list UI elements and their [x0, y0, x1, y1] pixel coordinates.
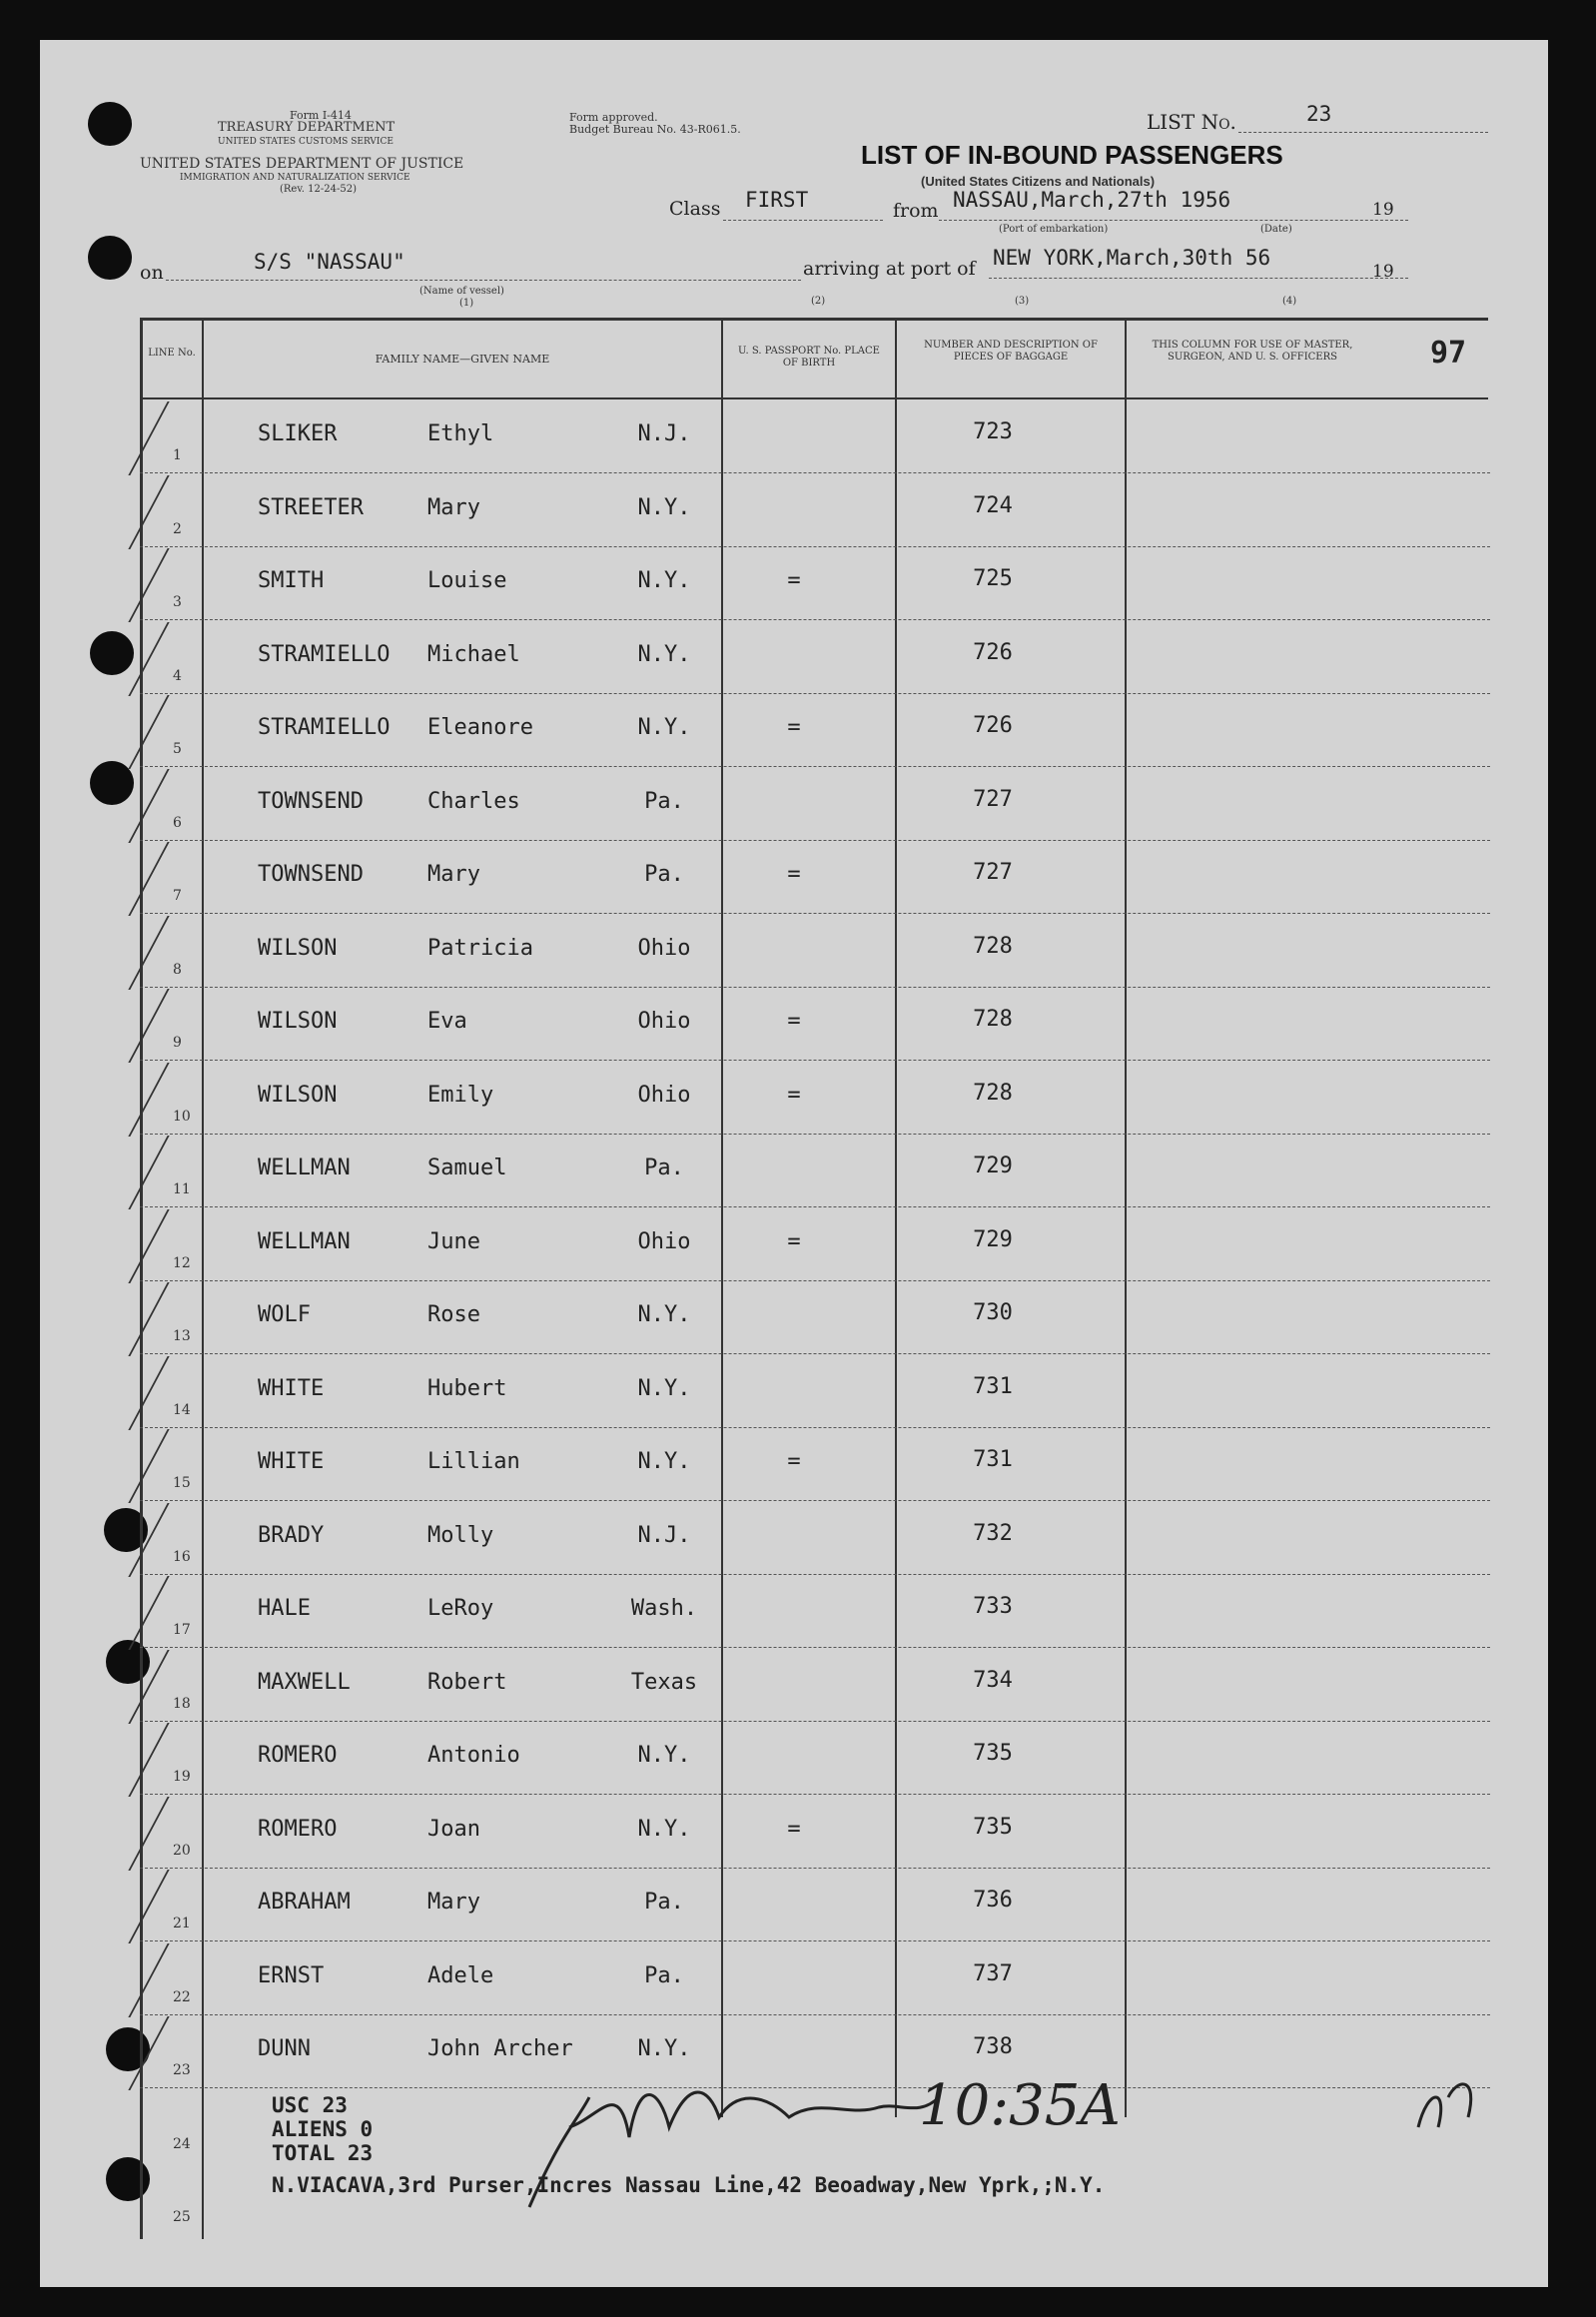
col-header-master: THIS COLUMN FOR USE OF MASTER, SURGEON, AND U. S. OFFICERS	[1152, 340, 1353, 363]
check-tick-mark	[128, 1429, 231, 1503]
given-name: Robert	[427, 1669, 507, 1695]
check-tick-mark	[128, 1797, 231, 1871]
master-column-number: 737	[973, 1960, 1013, 1986]
master-column-number: 724	[973, 492, 1013, 518]
table-row	[140, 399, 1490, 473]
baggage: =	[787, 1009, 801, 1034]
master-column-number: 735	[973, 1814, 1013, 1840]
table-row	[140, 1868, 1490, 1941]
place-of-birth: N.Y.	[637, 1302, 691, 1327]
customs-service: UNITED STATES CUSTOMS SERVICE	[218, 137, 394, 147]
place-of-birth: N.Y.	[637, 1816, 691, 1842]
line-number: 5	[173, 741, 182, 757]
place-of-birth: Ohio	[637, 1082, 691, 1108]
rule	[166, 280, 801, 281]
purser-signature-line: N.VIACAVA,3rd Purser,Incres Nassau Line,42 Beoadway,New Yprk,;N.Y.	[272, 2173, 1106, 2197]
master-column-number: 725	[973, 566, 1013, 591]
table-row	[140, 1280, 1490, 1354]
line-number: 6	[173, 814, 182, 831]
aliens-count: ALIENS 0	[272, 2117, 374, 2141]
total-count: TOTAL 23	[272, 2141, 374, 2165]
table-row	[140, 1501, 1490, 1575]
given-name: LeRoy	[427, 1596, 494, 1621]
place-of-birth: N.Y.	[637, 1449, 691, 1474]
family-name: ROMERO	[258, 1743, 338, 1768]
given-name: Ethyl	[427, 421, 494, 446]
class-label: Class	[669, 198, 721, 220]
column-number: (3)	[1015, 296, 1030, 307]
master-column-number: 731	[973, 1373, 1013, 1399]
check-tick-mark	[128, 1209, 231, 1283]
justice-dept: UNITED STATES DEPARTMENT OF JUSTICE	[140, 156, 464, 172]
baggage: =	[787, 568, 801, 593]
given-name: Louise	[427, 568, 507, 593]
manifest-page	[40, 40, 1548, 2287]
column-number: (1)	[459, 298, 474, 309]
given-name: Molly	[427, 1522, 494, 1548]
given-name: Eva	[427, 1009, 467, 1034]
table-row	[140, 1061, 1490, 1135]
place-of-birth: Ohio	[637, 935, 691, 961]
master-column-number: 736	[973, 1888, 1013, 1913]
check-tick-mark	[128, 1063, 231, 1137]
given-name: Lillian	[427, 1449, 520, 1474]
place-of-birth: N.Y.	[637, 568, 691, 593]
check-tick-mark	[128, 1576, 231, 1650]
check-tick-mark	[128, 989, 231, 1063]
given-name: Hubert	[427, 1375, 507, 1401]
master-column-number: 733	[973, 1594, 1013, 1619]
family-name: HALE	[258, 1596, 311, 1621]
table-row	[140, 473, 1490, 547]
list-no-value: 23	[1306, 102, 1332, 126]
table-row	[140, 1941, 1490, 2015]
line-number: 18	[173, 1695, 191, 1712]
line-number: 15	[173, 1475, 191, 1491]
year-suffix: 19	[1372, 200, 1394, 220]
vessel-name: S/S "NASSAU"	[254, 250, 405, 274]
usc-count: USC 23	[272, 2093, 348, 2117]
line-number: 2	[173, 520, 182, 537]
line-number: 13	[173, 1328, 191, 1344]
line-number: 9	[173, 1035, 182, 1051]
line-number: 24	[173, 2135, 191, 2152]
table-row	[140, 1795, 1490, 1869]
table-top-border	[140, 318, 1488, 321]
master-column-number: 729	[973, 1226, 1013, 1252]
date-caption: (Date)	[1260, 224, 1292, 235]
given-name: Rose	[427, 1302, 480, 1327]
master-column-number: 727	[973, 860, 1013, 885]
col-header-line-no: LINE No.	[148, 348, 196, 359]
family-name: SLIKER	[258, 421, 338, 446]
place-of-birth: Pa.	[644, 1156, 684, 1180]
family-name: WILSON	[258, 1009, 338, 1034]
table-row	[140, 693, 1490, 767]
budget-bureau: Budget Bureau No. 43-R061.5.	[569, 123, 741, 136]
check-tick-mark	[128, 916, 231, 990]
given-name: Charles	[427, 788, 520, 814]
family-name: SMITH	[258, 568, 325, 593]
baggage: =	[787, 1082, 801, 1108]
family-name: TOWNSEND	[258, 862, 364, 887]
place-of-birth: Texas	[630, 1669, 698, 1695]
corner-mark	[1398, 2067, 1498, 2147]
master-column-number: 723	[973, 419, 1013, 444]
check-tick-mark	[128, 548, 231, 622]
family-name: MAXWELL	[258, 1669, 351, 1695]
table-row	[140, 546, 1490, 620]
line-number: 12	[173, 1254, 191, 1271]
check-tick-mark	[128, 1943, 231, 2017]
family-name: ERNST	[258, 1962, 325, 1988]
table-row	[140, 987, 1490, 1061]
place-of-birth: Wash.	[630, 1596, 698, 1621]
port-caption: (Port of embarkation)	[999, 224, 1109, 235]
place-of-birth: N.J.	[637, 1522, 691, 1548]
baggage: =	[787, 1816, 801, 1842]
place-of-birth: N.Y.	[637, 641, 691, 667]
class-value: FIRST	[745, 188, 809, 212]
place-of-birth: N.J.	[637, 421, 691, 446]
family-name: STRAMIELLO	[258, 715, 391, 740]
from-label: from	[893, 200, 939, 222]
given-name: Patricia	[427, 935, 533, 961]
family-name: WOLF	[258, 1302, 311, 1327]
arriving-value: NEW YORK,March,30th 56	[993, 246, 1271, 270]
check-tick-mark	[128, 1503, 231, 1577]
family-name: WELLMAN	[258, 1156, 351, 1180]
place-of-birth: N.Y.	[637, 1743, 691, 1768]
form-approved: Form approved.	[569, 111, 658, 124]
table-row	[140, 1207, 1490, 1281]
line-number: 1	[173, 447, 182, 463]
punch-hole	[90, 631, 134, 675]
family-name: DUNN	[258, 2036, 311, 2061]
family-name: STREETER	[258, 494, 364, 520]
check-tick-mark	[128, 1282, 231, 1356]
master-column-number: 726	[973, 713, 1013, 738]
line-number: 4	[173, 667, 182, 684]
table-row	[140, 1721, 1490, 1795]
check-tick-mark	[128, 622, 231, 696]
family-name: WHITE	[258, 1449, 325, 1474]
family-name: TOWNSEND	[258, 788, 364, 814]
line-number: 20	[173, 1842, 191, 1859]
list-no-label: LIST No.	[1147, 110, 1236, 134]
place-of-birth: N.Y.	[637, 2036, 691, 2061]
family-name: WHITE	[258, 1375, 325, 1401]
column-number: (2)	[811, 296, 826, 307]
master-column-number: 738	[973, 2034, 1013, 2059]
given-name: Antonio	[427, 1743, 520, 1768]
table-row	[140, 1427, 1490, 1501]
place-of-birth: N.Y.	[637, 494, 691, 520]
table-row	[140, 1134, 1490, 1207]
column-number: (4)	[1282, 296, 1297, 307]
line-number: 21	[173, 1916, 191, 1931]
place-of-birth: Ohio	[637, 1228, 691, 1254]
immigration-service: IMMIGRATION AND NATURALIZATION SERVICE	[180, 173, 410, 183]
vessel-caption: (Name of vessel)	[419, 286, 504, 297]
page-title: LIST OF IN-BOUND PASSENGERS	[861, 140, 1283, 170]
treasury-dept: TREASURY DEPARTMENT	[218, 120, 396, 135]
line-number: 17	[173, 1622, 191, 1638]
check-tick-mark	[128, 475, 231, 549]
family-name: WELLMAN	[258, 1228, 351, 1254]
line-number: 7	[173, 888, 182, 904]
punch-hole	[88, 102, 132, 146]
from-value: NASSAU,March,27th 1956	[953, 188, 1231, 212]
table-row	[140, 1574, 1490, 1648]
check-tick-mark	[128, 1136, 231, 1209]
table-row	[140, 840, 1490, 914]
handwritten-time: 10:35A	[919, 2073, 1121, 2138]
check-tick-mark	[128, 1356, 231, 1430]
year-suffix: 19	[1372, 262, 1394, 282]
baggage: =	[787, 862, 801, 887]
line-number: 23	[173, 2062, 191, 2078]
on-label: on	[140, 262, 164, 284]
given-name: Mary	[427, 494, 480, 520]
place-of-birth: N.Y.	[637, 715, 691, 740]
family-name: ROMERO	[258, 1816, 338, 1842]
master-column-number: 727	[973, 786, 1013, 812]
page-subtitle: (United States Citizens and Nationals)	[921, 174, 1156, 189]
arriving-label: arriving at port of	[803, 258, 976, 280]
form-number: Form I-414	[290, 109, 352, 122]
line-number: 14	[173, 1401, 191, 1418]
given-name: Joan	[427, 1816, 480, 1842]
table-row	[140, 914, 1490, 988]
given-name: Samuel	[427, 1156, 507, 1180]
master-column-number: 729	[973, 1154, 1013, 1178]
master-column-number: 726	[973, 639, 1013, 665]
line-number: 8	[173, 961, 182, 978]
given-name: Michael	[427, 641, 520, 667]
family-name: WILSON	[258, 1082, 338, 1108]
given-name: John Archer	[427, 2036, 573, 2061]
table-row	[140, 620, 1490, 694]
place-of-birth: Pa.	[644, 788, 684, 814]
master-column-number: 730	[973, 1300, 1013, 1325]
given-name: Adele	[427, 1962, 494, 1988]
given-name: Mary	[427, 1890, 480, 1915]
line-number: 3	[173, 594, 182, 610]
rule	[989, 278, 1408, 279]
master-column-number: 728	[973, 1007, 1013, 1032]
line-number: 19	[173, 1769, 191, 1785]
given-name: Emily	[427, 1082, 494, 1108]
check-tick-mark	[128, 1650, 231, 1724]
master-column-number: 728	[973, 933, 1013, 959]
check-tick-mark	[128, 1723, 231, 1797]
col-header-name: FAMILY NAME—GIVEN NAME	[375, 353, 550, 366]
place-of-birth: Pa.	[644, 862, 684, 887]
family-name: BRADY	[258, 1522, 325, 1548]
place-of-birth: Ohio	[637, 1009, 691, 1034]
given-name: June	[427, 1228, 480, 1254]
table-row	[140, 767, 1490, 841]
family-name: ABRAHAM	[258, 1890, 351, 1915]
place-of-birth: N.Y.	[637, 1375, 691, 1401]
family-name: STRAMIELLO	[258, 641, 391, 667]
col-header-passport: U. S. PASSPORT No. PLACE OF BIRTH	[738, 346, 880, 369]
baggage: =	[787, 1449, 801, 1474]
check-tick-mark	[128, 401, 231, 475]
check-tick-mark	[128, 1870, 231, 1943]
check-tick-mark	[128, 769, 231, 843]
table-row	[140, 1354, 1490, 1428]
line-number: 11	[173, 1181, 191, 1197]
rule	[1238, 132, 1488, 133]
family-name: WILSON	[258, 935, 338, 961]
check-tick-mark	[128, 842, 231, 916]
revision: (Rev. 12-24-52)	[280, 184, 358, 195]
master-column-number: 728	[973, 1080, 1013, 1106]
line-number: 16	[173, 1548, 191, 1565]
check-tick-mark	[128, 2016, 231, 2090]
line-number: 25	[173, 2209, 191, 2225]
punch-hole	[88, 236, 132, 280]
given-name: Eleanore	[427, 715, 533, 740]
master-column-number: 732	[973, 1520, 1013, 1546]
punch-hole	[90, 761, 134, 805]
baggage: =	[787, 1228, 801, 1254]
given-name: Mary	[427, 862, 480, 887]
passenger-table-body	[140, 399, 1490, 2247]
rule	[939, 220, 1408, 221]
table-row	[140, 1648, 1490, 1722]
col-header-baggage: NUMBER AND DESCRIPTION OF PIECES OF BAGGAGE	[924, 340, 1098, 363]
line-number: 22	[173, 1988, 191, 2005]
check-tick-mark	[128, 695, 231, 769]
master-column-number: 735	[973, 1741, 1013, 1766]
master-column-number: 731	[973, 1447, 1013, 1472]
rule	[723, 220, 883, 221]
baggage: =	[787, 715, 801, 740]
handwritten-signature	[519, 2057, 959, 2217]
place-of-birth: Pa.	[644, 1962, 684, 1988]
line-number: 10	[173, 1108, 191, 1125]
page-number: 97	[1430, 336, 1467, 371]
place-of-birth: Pa.	[644, 1890, 684, 1915]
master-column-number: 734	[973, 1667, 1013, 1693]
